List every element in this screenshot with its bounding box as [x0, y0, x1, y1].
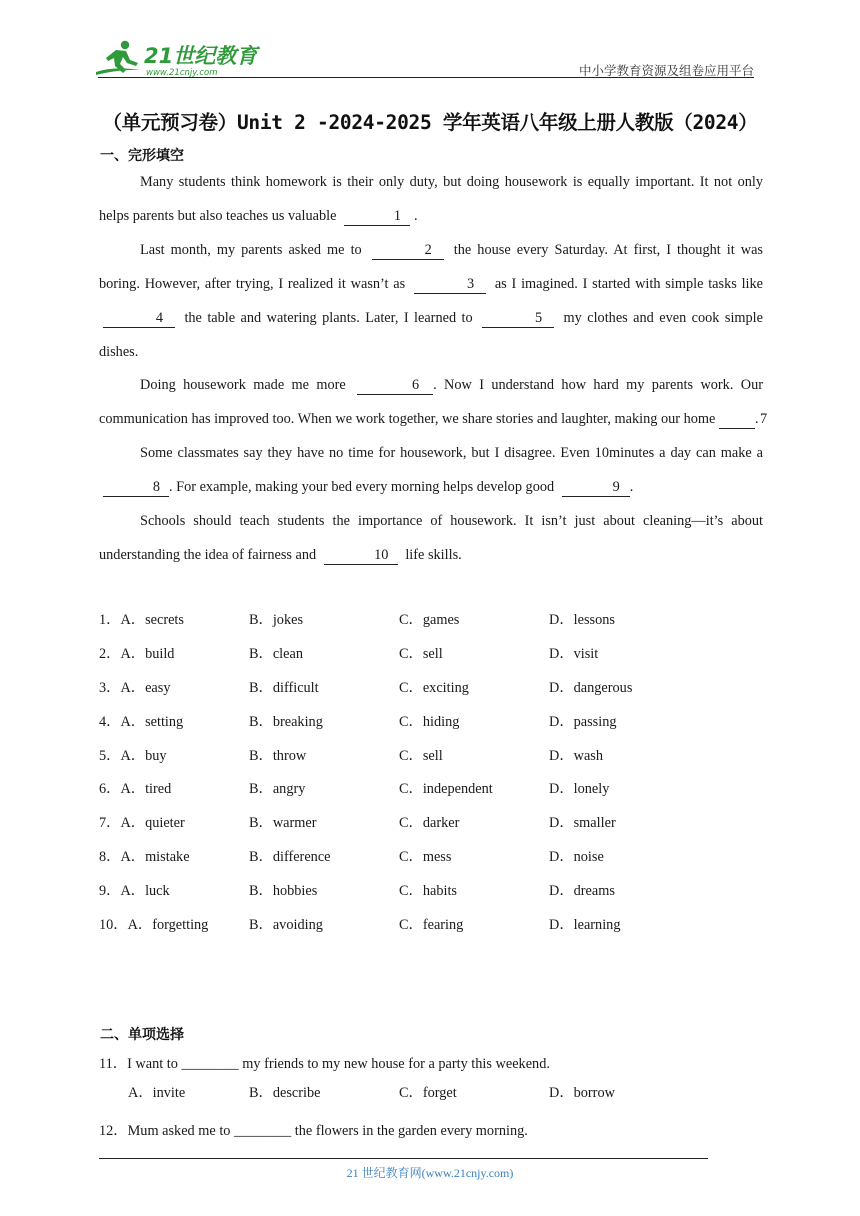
option-row [99, 909, 759, 943]
option-b[interactable]: B．describe [249, 1085, 321, 1101]
option-b[interactable]: B．clean [249, 645, 303, 662]
option-row [99, 706, 759, 740]
option-d[interactable]: D．noise [549, 849, 604, 866]
option-d[interactable]: D．smaller [549, 815, 616, 832]
paragraph-4: Some classmates say they have no time for housework, but I disagree. Even 10minutes a day can make a 8 . For example, making your bed every morning helps develop good 9 . [99, 437, 763, 505]
option-c[interactable]: C．games [399, 612, 460, 628]
option-a[interactable]: A．invite [128, 1085, 186, 1101]
option-a[interactable]: 5．A．buy [99, 747, 167, 764]
option-b[interactable]: B．breaking [249, 713, 323, 730]
option-a[interactable]: 2．A．build [99, 645, 175, 662]
option-row [99, 604, 759, 638]
option-b[interactable]: B．difficult [249, 679, 319, 696]
blank-10: 10 [324, 547, 398, 565]
option-d[interactable]: D．passing [549, 713, 617, 730]
option-c[interactable]: C．independent [399, 781, 493, 798]
option-b[interactable]: B．warmer [249, 815, 317, 832]
option-row [99, 841, 759, 875]
option-b[interactable]: B．hobbies [249, 883, 318, 900]
header-divider [98, 77, 754, 78]
paragraph-2: Last month, my parents asked me to 2 the house every Saturday. At first, I thought it was boring. However, after trying, I realized it wasn’t as 3 as I imagined. I started with simple tasks like 4 the table and watering plants. Later, I learned to 5 my clothes and even cook simple dishes. [99, 241, 764, 360]
option-row [99, 672, 759, 706]
cloze-options [99, 604, 759, 943]
page-title: （单元预习卷）Unit 2 -2024-2025 学年英语八年级上册人教版（2024） [102, 111, 758, 134]
option-c[interactable]: C．hiding [399, 713, 460, 730]
option-d[interactable]: D．dreams [549, 883, 615, 900]
option-d[interactable]: D．lonely [549, 781, 610, 798]
paragraph-5: Schools should teach students the importance of housework. It isn’t just about cleaning—it’s about understanding the idea of fairness and 10 life skills. [99, 513, 763, 563]
option-c[interactable]: C．exciting [399, 679, 469, 696]
option-b[interactable]: B．avoiding [249, 917, 323, 934]
blank-6: 6 [357, 377, 433, 395]
option-a[interactable]: 3．A．easy [99, 679, 171, 696]
option-b[interactable]: B．difference [249, 849, 331, 866]
cloze-passage [99, 166, 768, 573]
section-heading-single-choice: 二、单项选择 [100, 1027, 184, 1043]
option-row [99, 773, 759, 807]
blank-2: 2 [372, 242, 444, 260]
site-logo [94, 36, 264, 80]
option-d[interactable]: D．lessons [549, 612, 615, 628]
option-a[interactable]: 9．A．luck [99, 883, 170, 900]
option-c[interactable]: C．habits [399, 883, 457, 900]
option-d[interactable]: D．learning [549, 917, 621, 934]
option-b[interactable]: B．angry [249, 781, 306, 798]
option-c[interactable]: C．mess [399, 849, 452, 866]
blank-5: 5 [482, 310, 554, 328]
option-d[interactable]: D．borrow [549, 1085, 615, 1101]
option-a[interactable]: 4．A．setting [99, 713, 184, 730]
option-row [99, 875, 759, 909]
option-row [99, 740, 759, 774]
option-c[interactable]: C．forget [399, 1085, 457, 1101]
blank-1: 1 [344, 208, 410, 226]
option-a[interactable]: 1．A．secrets [99, 612, 184, 628]
header-platform-text: 中小学教育资源及组卷应用平台 [578, 64, 754, 78]
section-heading-cloze: 一、完形填空 [100, 148, 184, 164]
footer-divider [99, 1158, 708, 1159]
option-row [99, 807, 759, 841]
paragraph-1: Many students think homework is their only duty, but doing housework is equally important. It not only helps parents but also teaches us valuable 1 . [99, 174, 763, 224]
option-c[interactable]: C．sell [399, 747, 443, 764]
option-b[interactable]: B．throw [249, 747, 307, 764]
option-c[interactable]: C．darker [399, 815, 460, 832]
option-a[interactable]: 10．A．forgetting [99, 917, 209, 934]
option-d[interactable]: D．dangerous [549, 679, 633, 696]
blank-4: 4 [103, 310, 175, 328]
option-d[interactable]: D．visit [549, 645, 599, 662]
svg-text:21世纪教育: 21世纪教育 [144, 44, 258, 68]
question-12: 12．Mum asked me to ________ the flowers in the garden every morning. [99, 1123, 528, 1139]
option-row [99, 638, 759, 672]
question-11-options [128, 1082, 728, 1110]
option-a[interactable]: 7．A．quieter [99, 815, 185, 832]
paragraph-3: Doing housework made me more 6 . Now I understand how hard my parents work. Our communication has improved too. When we work together, we share stories and laughter, making our home 7. [99, 377, 768, 428]
svg-text:www.21cnjy.com: www.21cnjy.com [146, 68, 218, 78]
option-b[interactable]: B．jokes [249, 612, 304, 628]
blank-9: 9 [562, 479, 630, 497]
blank-7: 7 [719, 411, 755, 429]
option-c[interactable]: C．fearing [399, 917, 464, 934]
option-a[interactable]: 8．A．mistake [99, 849, 190, 866]
option-d[interactable]: D．wash [549, 747, 604, 764]
blank-3: 3 [414, 276, 486, 294]
option-c[interactable]: C．sell [399, 645, 443, 662]
question-11: 11．I want to ________ my friends to my new house for a party this weekend. [99, 1056, 550, 1072]
option-a[interactable]: 6．A．tired [99, 781, 172, 798]
footer-link[interactable]: 21 世纪教育网(www.21cnjy.com) [346, 1166, 514, 1180]
blank-8: 8 [103, 479, 169, 497]
